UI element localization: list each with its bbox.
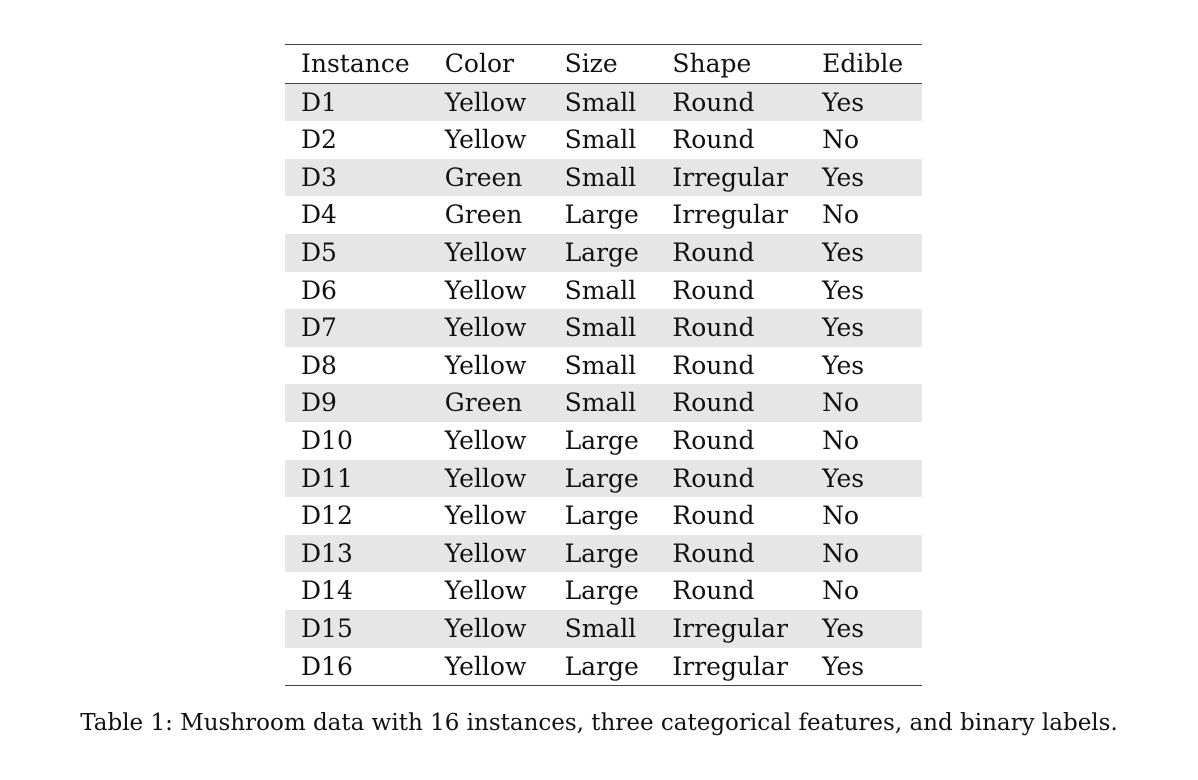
header-size: Size: [564, 49, 618, 78]
cell-shape: Round: [672, 425, 755, 455]
cell-size: Small: [564, 87, 637, 117]
table-row: [285, 648, 922, 686]
table-row: [285, 572, 922, 610]
cell-color: Green: [444, 200, 523, 230]
table-row: [285, 535, 922, 573]
cell-instance: D13: [301, 538, 353, 568]
cell-color: Yellow: [444, 576, 527, 606]
cell-instance: D9: [301, 388, 337, 418]
cell-instance: D3: [301, 162, 337, 192]
cell-shape: Round: [672, 125, 755, 155]
cell-instance: D10: [301, 425, 353, 455]
cell-color: Yellow: [444, 651, 527, 681]
cell-size: Large: [564, 651, 639, 681]
cell-edible: No: [822, 125, 860, 155]
cell-shape: Round: [672, 313, 755, 343]
cell-instance: D11: [301, 463, 353, 493]
cell-instance: D8: [301, 350, 337, 380]
cell-shape: Round: [672, 87, 755, 117]
cell-color: Green: [444, 388, 523, 418]
cell-instance: D6: [301, 275, 337, 305]
table-row: [285, 159, 922, 197]
cell-shape: Round: [672, 388, 755, 418]
cell-instance: D12: [301, 501, 353, 531]
header-shape: Shape: [672, 49, 752, 78]
cell-size: Large: [564, 425, 639, 455]
table-row: [285, 196, 922, 234]
cell-color: Yellow: [444, 237, 527, 267]
cell-edible: No: [822, 538, 860, 568]
cell-instance: D7: [301, 313, 337, 343]
cell-edible: Yes: [822, 613, 865, 643]
header-row: [285, 45, 922, 84]
cell-color: Yellow: [444, 538, 527, 568]
cell-edible: Yes: [822, 313, 865, 343]
table-row: [285, 422, 922, 460]
cell-color: Yellow: [444, 501, 527, 531]
cell-shape: Round: [672, 275, 755, 305]
cell-instance: D4: [301, 200, 337, 230]
table-row: [285, 234, 922, 272]
cell-color: Yellow: [444, 463, 527, 493]
cell-edible: Yes: [822, 463, 865, 493]
cell-instance: D1: [301, 87, 337, 117]
cell-edible: No: [822, 200, 860, 230]
cell-color: Yellow: [444, 275, 527, 305]
cell-edible: No: [822, 576, 860, 606]
cell-shape: Irregular: [672, 613, 788, 643]
cell-color: Yellow: [444, 425, 527, 455]
cell-color: Yellow: [444, 125, 527, 155]
table-row: [285, 83, 922, 121]
table-row: [285, 497, 922, 535]
cell-color: Yellow: [444, 87, 527, 117]
cell-color: Yellow: [444, 350, 527, 380]
cell-instance: D2: [301, 125, 337, 155]
header-instance: Instance: [301, 49, 410, 78]
cell-size: Large: [564, 538, 639, 568]
cell-edible: No: [822, 388, 860, 418]
table-row: [285, 309, 922, 347]
table-row: [285, 347, 922, 385]
cell-color: Yellow: [444, 613, 527, 643]
cell-edible: No: [822, 501, 860, 531]
table-row: [285, 272, 922, 310]
cell-shape: Irregular: [672, 200, 788, 230]
cell-size: Large: [564, 463, 639, 493]
cell-size: Small: [564, 162, 637, 192]
cell-edible: Yes: [822, 87, 865, 117]
cell-edible: No: [822, 425, 860, 455]
cell-size: Large: [564, 501, 639, 531]
cell-shape: Round: [672, 538, 755, 568]
mushroom-table-container: [285, 44, 922, 686]
table-body: [285, 83, 922, 686]
cell-shape: Round: [672, 501, 755, 531]
cell-shape: Round: [672, 237, 755, 267]
table-row: [285, 384, 922, 422]
table-row: [285, 121, 922, 159]
cell-shape: Irregular: [672, 162, 788, 192]
cell-edible: Yes: [822, 651, 865, 681]
table-caption: Table 1: Mushroom data with 16 instances, three categorical features, and binary labels.: [80, 710, 1118, 736]
cell-instance: D5: [301, 237, 337, 267]
mushroom-data-table: [285, 44, 922, 686]
cell-color: Yellow: [444, 313, 527, 343]
cell-size: Small: [564, 125, 637, 155]
cell-size: Small: [564, 275, 637, 305]
cell-edible: Yes: [822, 275, 865, 305]
cell-instance: D14: [301, 576, 353, 606]
cell-size: Large: [564, 576, 639, 606]
header-edible: Edible: [822, 49, 904, 78]
cell-size: Small: [564, 350, 637, 380]
table-header: [285, 45, 922, 84]
header-color: Color: [444, 49, 514, 78]
cell-edible: Yes: [822, 162, 865, 192]
cell-size: Small: [564, 613, 637, 643]
cell-instance: D16: [301, 651, 353, 681]
cell-shape: Irregular: [672, 651, 788, 681]
cell-shape: Round: [672, 350, 755, 380]
cell-edible: Yes: [822, 350, 865, 380]
table-row: [285, 610, 922, 648]
cell-shape: Round: [672, 576, 755, 606]
table-row: [285, 460, 922, 498]
cell-edible: Yes: [822, 237, 865, 267]
cell-color: Green: [444, 162, 523, 192]
cell-size: Large: [564, 200, 639, 230]
cell-size: Small: [564, 313, 637, 343]
cell-instance: D15: [301, 613, 353, 643]
cell-size: Small: [564, 388, 637, 418]
cell-shape: Round: [672, 463, 755, 493]
cell-size: Large: [564, 237, 639, 267]
